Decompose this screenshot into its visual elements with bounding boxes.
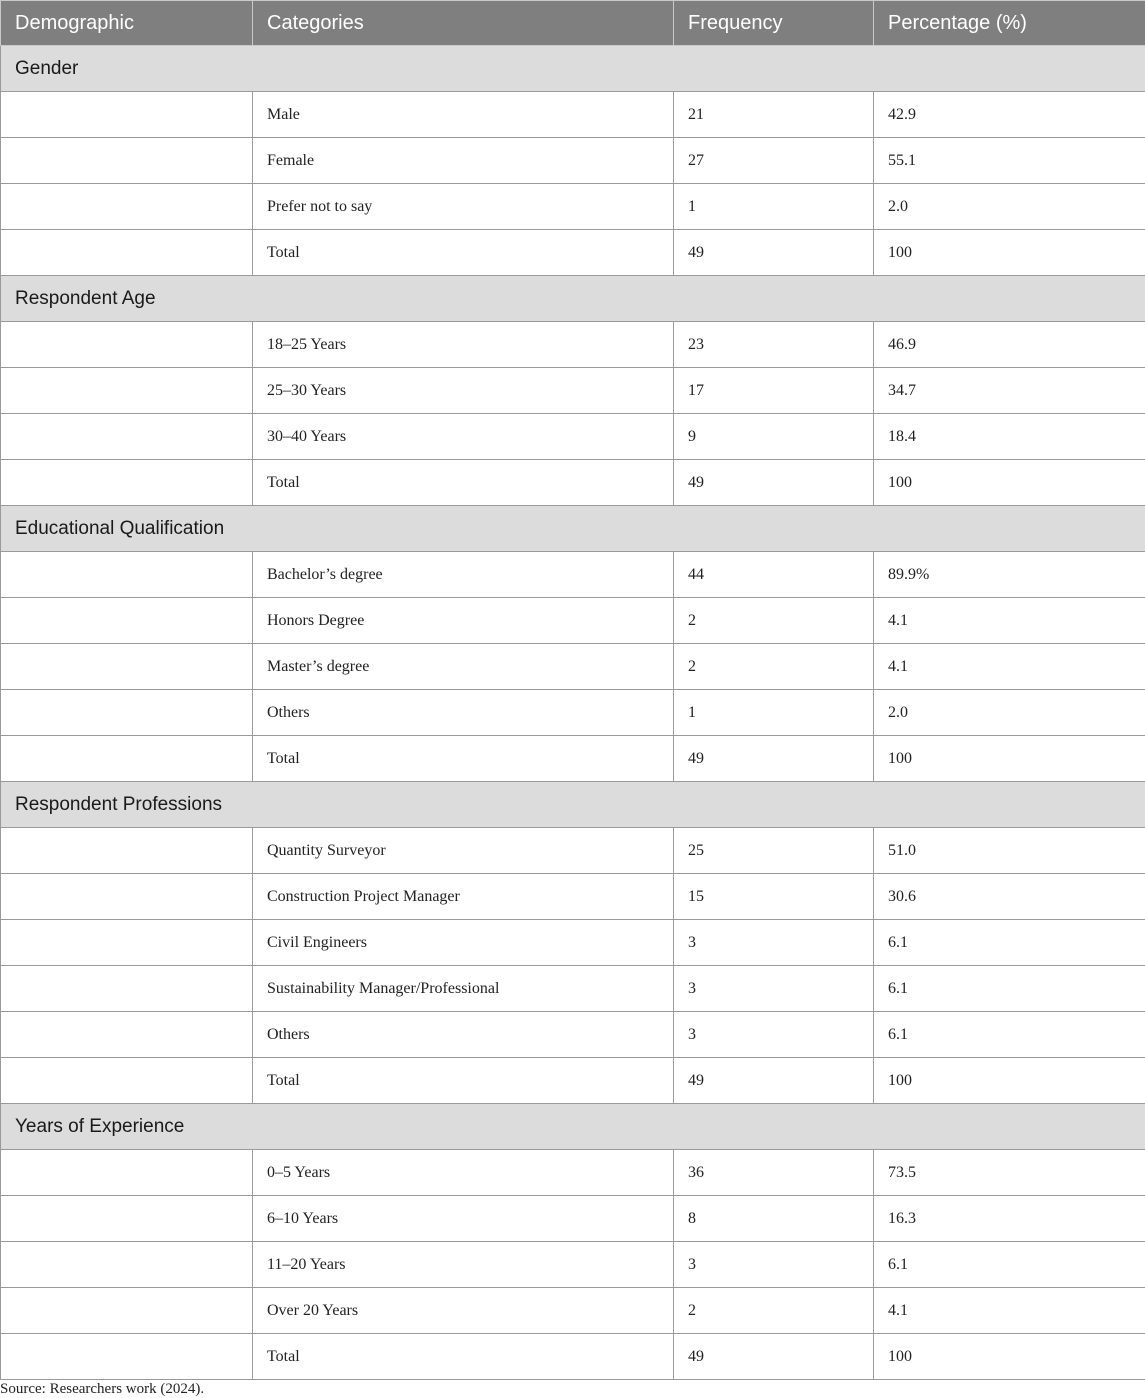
group-row: [1, 46, 1145, 92]
table-row: [1, 92, 1145, 138]
cell-frequency: 49: [674, 230, 874, 276]
table-row: [1, 414, 1145, 460]
cell-frequency: 21: [674, 92, 874, 138]
cell-frequency: 15: [674, 874, 874, 920]
cell-frequency: 36: [674, 1150, 874, 1196]
cell-percentage: 4.1: [874, 644, 1145, 690]
table-row: [1, 460, 1145, 506]
cell-category: Prefer not to say: [253, 184, 674, 230]
cell-frequency: 3: [674, 1012, 874, 1058]
table-row: [1, 644, 1145, 690]
cell-category: Female: [253, 138, 674, 184]
cell-percentage: 55.1: [874, 138, 1145, 184]
cell-category: Sustainability Manager/Professional: [253, 966, 674, 1012]
cell-frequency: 9: [674, 414, 874, 460]
cell-percentage: 6.1: [874, 920, 1145, 966]
cell-category: Total: [253, 1058, 674, 1104]
cell-percentage: 51.0: [874, 828, 1145, 874]
cell-demographic: [1, 368, 253, 414]
cell-percentage: 2.0: [874, 690, 1145, 736]
cell-category: 0–5 Years: [253, 1150, 674, 1196]
cell-demographic: [1, 460, 253, 506]
cell-demographic: [1, 1058, 253, 1104]
group-row: [1, 276, 1145, 322]
cell-category: 18–25 Years: [253, 322, 674, 368]
cell-frequency: 25: [674, 828, 874, 874]
cell-frequency: 49: [674, 736, 874, 782]
cell-demographic: [1, 552, 253, 598]
table-row: [1, 598, 1145, 644]
cell-percentage: 6.1: [874, 966, 1145, 1012]
cell-category: 11–20 Years: [253, 1242, 674, 1288]
cell-demographic: [1, 1150, 253, 1196]
cell-demographic: [1, 230, 253, 276]
table-row: [1, 552, 1145, 598]
cell-demographic: [1, 138, 253, 184]
table-row: [1, 1242, 1145, 1288]
cell-category: Honors Degree: [253, 598, 674, 644]
table-row: [1, 1012, 1145, 1058]
cell-demographic: [1, 1334, 253, 1380]
cell-percentage: 30.6: [874, 874, 1145, 920]
cell-percentage: 18.4: [874, 414, 1145, 460]
header-demographic: Demographic: [1, 1, 253, 46]
cell-frequency: 23: [674, 322, 874, 368]
cell-demographic: [1, 828, 253, 874]
cell-percentage: 4.1: [874, 1288, 1145, 1334]
header-percentage: Percentage (%): [874, 1, 1145, 46]
group-label: Educational Qualification: [1, 506, 1145, 552]
cell-frequency: 3: [674, 1242, 874, 1288]
group-row: [1, 782, 1145, 828]
cell-percentage: 4.1: [874, 598, 1145, 644]
header-frequency: Frequency: [674, 1, 874, 46]
table-row: [1, 1196, 1145, 1242]
table-row: [1, 1334, 1145, 1380]
cell-frequency: 44: [674, 552, 874, 598]
cell-percentage: 100: [874, 1058, 1145, 1104]
cell-demographic: [1, 874, 253, 920]
cell-category: 6–10 Years: [253, 1196, 674, 1242]
cell-demographic: [1, 184, 253, 230]
cell-frequency: 17: [674, 368, 874, 414]
table-row: [1, 184, 1145, 230]
table-row: [1, 368, 1145, 414]
table-row: [1, 1288, 1145, 1334]
cell-category: Total: [253, 460, 674, 506]
header-categories: Categories: [253, 1, 674, 46]
cell-frequency: 8: [674, 1196, 874, 1242]
cell-demographic: [1, 690, 253, 736]
cell-demographic: [1, 322, 253, 368]
cell-percentage: 42.9: [874, 92, 1145, 138]
cell-frequency: 1: [674, 690, 874, 736]
cell-frequency: 2: [674, 598, 874, 644]
cell-demographic: [1, 966, 253, 1012]
cell-category: Total: [253, 736, 674, 782]
cell-percentage: 6.1: [874, 1012, 1145, 1058]
table-body: [1, 46, 1145, 1380]
cell-category: Master’s degree: [253, 644, 674, 690]
table-row: [1, 874, 1145, 920]
group-row: [1, 1104, 1145, 1150]
cell-frequency: 49: [674, 1058, 874, 1104]
cell-frequency: 3: [674, 920, 874, 966]
table-row: [1, 138, 1145, 184]
cell-percentage: 100: [874, 736, 1145, 782]
cell-frequency: 1: [674, 184, 874, 230]
cell-category: Male: [253, 92, 674, 138]
cell-demographic: [1, 92, 253, 138]
table-row: [1, 322, 1145, 368]
cell-category: Total: [253, 230, 674, 276]
table-row: [1, 966, 1145, 1012]
cell-demographic: [1, 598, 253, 644]
cell-demographic: [1, 1288, 253, 1334]
cell-percentage: 16.3: [874, 1196, 1145, 1242]
table-row: [1, 690, 1145, 736]
table-row: [1, 736, 1145, 782]
source-note: Source: Researchers work (2024).: [0, 1381, 205, 1397]
cell-category: Bachelor’s degree: [253, 552, 674, 598]
cell-percentage: 89.9%: [874, 552, 1145, 598]
table-row: [1, 1058, 1145, 1104]
group-row: [1, 506, 1145, 552]
table-row: [1, 230, 1145, 276]
cell-demographic: [1, 414, 253, 460]
cell-demographic: [1, 1242, 253, 1288]
cell-demographic: [1, 920, 253, 966]
cell-percentage: 46.9: [874, 322, 1145, 368]
header-row: [1, 1, 1145, 46]
group-label: Respondent Age: [1, 276, 1145, 322]
cell-percentage: 2.0: [874, 184, 1145, 230]
cell-demographic: [1, 736, 253, 782]
cell-frequency: 2: [674, 1288, 874, 1334]
cell-percentage: 73.5: [874, 1150, 1145, 1196]
cell-category: Others: [253, 1012, 674, 1058]
cell-frequency: 3: [674, 966, 874, 1012]
cell-frequency: 49: [674, 1334, 874, 1380]
cell-category: Quantity Surveyor: [253, 828, 674, 874]
cell-category: 30–40 Years: [253, 414, 674, 460]
cell-category: Over 20 Years: [253, 1288, 674, 1334]
table-header: [1, 1, 1145, 46]
cell-percentage: 6.1: [874, 1242, 1145, 1288]
table-row: [1, 1150, 1145, 1196]
cell-category: Civil Engineers: [253, 920, 674, 966]
cell-percentage: 100: [874, 1334, 1145, 1380]
cell-percentage: 100: [874, 460, 1145, 506]
cell-percentage: 34.7: [874, 368, 1145, 414]
table-row: [1, 828, 1145, 874]
cell-demographic: [1, 1012, 253, 1058]
cell-category: 25–30 Years: [253, 368, 674, 414]
group-label: Gender: [1, 46, 1145, 92]
cell-category: Total: [253, 1334, 674, 1380]
cell-category: Others: [253, 690, 674, 736]
group-label: Respondent Professions: [1, 782, 1145, 828]
group-label: Years of Experience: [1, 1104, 1145, 1150]
cell-frequency: 27: [674, 138, 874, 184]
cell-demographic: [1, 644, 253, 690]
cell-frequency: 2: [674, 644, 874, 690]
cell-percentage: 100: [874, 230, 1145, 276]
cell-demographic: [1, 1196, 253, 1242]
cell-category: Construction Project Manager: [253, 874, 674, 920]
cell-frequency: 49: [674, 460, 874, 506]
table-row: [1, 920, 1145, 966]
